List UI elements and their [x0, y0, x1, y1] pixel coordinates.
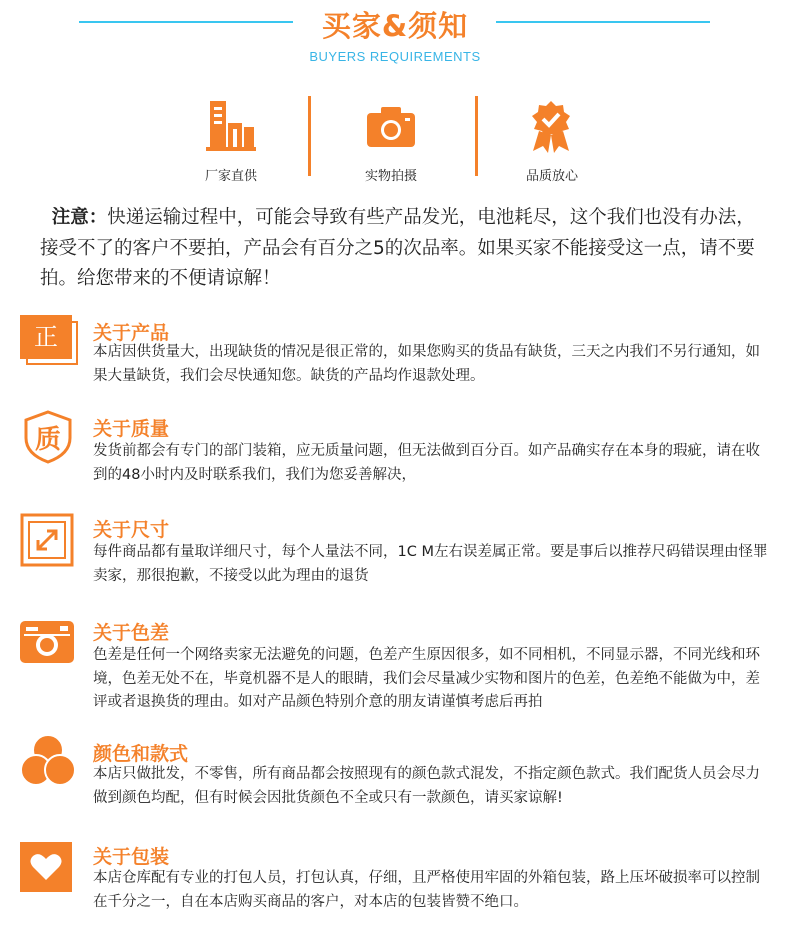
section-title-color-diff: 关于色差 [93, 622, 170, 644]
section-body-product: 本店因供货量大，出现缺货的情况是很正常的，如果您购买的货品有缺货，三天之内我们不另行通知，如果大量缺货，我们会尽快通知您。缺货的产品均作退款处理。 [93, 344, 760, 384]
factory-icon [206, 101, 256, 153]
section-body-size: 每件商品都有量取详细尺寸，每个人量法不同，1C M左右误差属正常。要是事后以推荐尺码错误理由怪罪卖家，那很抱歉，不接受以此为理由的退货 [93, 544, 768, 584]
section-title-color-style: 颜色和款式 [93, 743, 189, 765]
feature-divider-2 [475, 96, 478, 176]
section-body-color-style: 本店只做批发，不零售，所有商品都会按照现有的颜色款式混发，不指定颜色款式。我们配货人员会尽力做到颜色均配，但有时候会因批货颜色不全或只有一款颜色，请买家谅解! [93, 766, 760, 806]
feature-label-photo: 实物拍摄 [364, 169, 417, 184]
section-title-quality: 关于质量 [93, 418, 170, 440]
section-title-package: 关于包装 [93, 846, 170, 868]
product-zheng-icon: 正 [20, 315, 80, 367]
section-body-color-diff: 色差是任何一个网络卖家无法避免的问题，色差产生原因很多，如不同相机，不同显示器，不同光线和环境，色差无处不在，毕竟机器不是人的眼睛，我们会尽量减少实物和图片的色差，色差绝不能做为中，差评或者退换货的理由。如对产品颜色特别介意的朋友请谨慎考虑后再拍 [93, 647, 760, 710]
notice-label: 注意： [51, 207, 108, 228]
notice-text: 快递运输过程中，可能会导致有些产品发光，电池耗尽，这个我们也没有办法，接受不了的客户不要拍，产品会有百分之5的次品率。如果买家不能接受这一点，请不要拍。给您带来的不便请谅解！ [40, 207, 755, 289]
section-body-package: 本店仓库配有专业的打包人员，打包认真，仔细，且严格使用牢固的外箱包装，路上压坏破损率可以控制在千分之一，自在本店购买商品的客户，对本店的包装皆赞不绝口。 [93, 870, 760, 910]
feature-label-factory: 厂家直供 [204, 169, 257, 184]
page-title: 买家&须知 [321, 9, 469, 43]
color-diff-camera-icon [20, 617, 74, 663]
size-measure-icon [20, 513, 74, 567]
page-subtitle: BUYERS REQUIREMENTS [309, 49, 481, 64]
award-ribbon-icon [531, 101, 571, 153]
section-body-quality: 发货前都会有专门的部门装箱，应无质量问题，但无法做到百分百。如产品确实存在本身的瑕疵，请在收到的48小时内及时联系我们，我们为您妥善解决， [93, 443, 760, 483]
feature-label-quality: 品质放心 [525, 169, 578, 184]
camera-icon [367, 107, 415, 147]
heart-package-icon [20, 842, 72, 892]
quality-shield-icon: 质 [22, 410, 74, 464]
color-circles-icon [20, 733, 76, 787]
notice-paragraph [40, 203, 755, 295]
section-title-size: 关于尺寸 [93, 519, 170, 541]
section-title-product: 关于产品 [93, 322, 170, 344]
feature-divider-1 [308, 96, 311, 176]
